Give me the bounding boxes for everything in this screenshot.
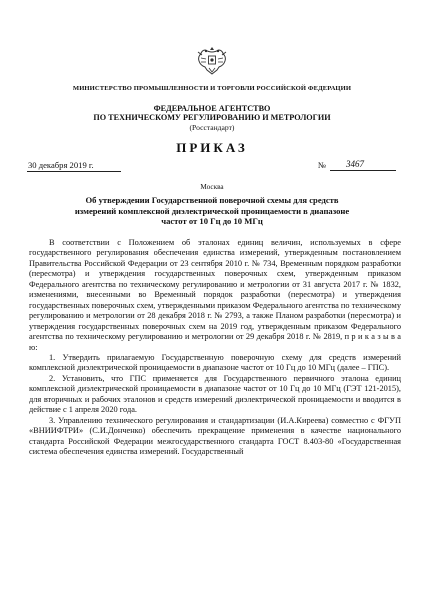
agency-name	[0, 104, 424, 123]
order-body	[29, 238, 401, 458]
agency-short-name: (Росстандарт)	[189, 123, 235, 132]
order-title-line2: измерений комплексной диэлектрической проницаемости в диапазоне	[74, 205, 350, 216]
city: Москва	[200, 183, 224, 191]
order-title-line3: частот от 10 Гц до 10 МГц	[161, 216, 263, 227]
date-underline	[27, 171, 121, 172]
document-type: ПРИКАЗ	[176, 140, 248, 155]
order-number: 3467	[346, 159, 364, 169]
order-title-line1: Об утверждении Государственной поверочной схемы для средств	[85, 195, 339, 205]
clause-1-paragraph: 1. Утвердить прилагаемую Государственную поверочную схему для средств измерений комплексной диэлектрической проницаемости в диапазоне частот от 10 Гц до 10 МГц (далее – ГПС).	[29, 352, 401, 373]
number-underline	[330, 170, 396, 171]
preamble-paragraph: В соответствии с Положением об эталонах единиц величин, используемых в сфере государственного регулирования обеспечения единства измерений, утвержденным постановлением Правительства Российской Федерации от 23 сентября 2010 г. № 734, Временным порядком разработки (пересмотра) и утверждения государственных поверочных схем, утвержденным приказом Федерального агентства по техническому регулированию и метрологии от 31 августа 2017 г. № 1832, изменениями, внесенными во Временный порядок разработки (пересмотра) и утверждения государственных поверочных схем, утвержденными приказом Федерального агентства по техническому регулированию и метрологии от 28 декабря 2018 г. № 2793, а также Планом разработки (пересмотра) и утверждения государственных поверочных схем на 2019 год, утвержденным приказом Федерального агентства по техническому регулированию и метрологии от 29 декабря 2018 г. № 2819, п р и к а з ы в а ю:	[29, 238, 401, 352]
clause-3-paragraph: 3. Управлению технического регулирования и стандартизации (И.А.Киреева) совместно с ФГУП «ВНИИФТРИ» (С.И.Донченко) обеспечить прекращение применения в качестве национального стандарта Российской Федерации межгосударственного стандарта ГОСТ 8.403-80 «Государственная система обеспечения единства измерений. Государственный	[29, 415, 401, 457]
order-number-label: №	[318, 161, 326, 170]
ministry-name: МИНИСТЕРСТВО ПРОМЫШЛЕННОСТИ И ТОРГОВЛИ РОССИЙСКОЙ ФЕДЕРАЦИИ	[72, 85, 352, 92]
clause-2-paragraph: 2. Установить, что ГПС применяется для Государственного первичного эталона единиц комплексной диэлектрической проницаемости в диапазоне частот от 10 Гц до 10 МГц (ГЭТ 121-2015), для вторичных и рабочих эталонов и средств измерений диэлектрической проницаемости и вводится в действие с 1 апреля 2020 года.	[29, 373, 401, 415]
order-date: 30 декабря 2019 г.	[28, 160, 94, 170]
agency-name-line2: ПО ТЕХНИЧЕСКОМУ РЕГУЛИРОВАНИЮ И МЕТРОЛОГИИ	[93, 113, 331, 123]
order-title	[0, 195, 424, 227]
coat-of-arms-icon	[197, 44, 227, 78]
agency-name-line1: ФЕДЕРАЛЬНОЕ АГЕНТСТВО	[153, 104, 271, 113]
